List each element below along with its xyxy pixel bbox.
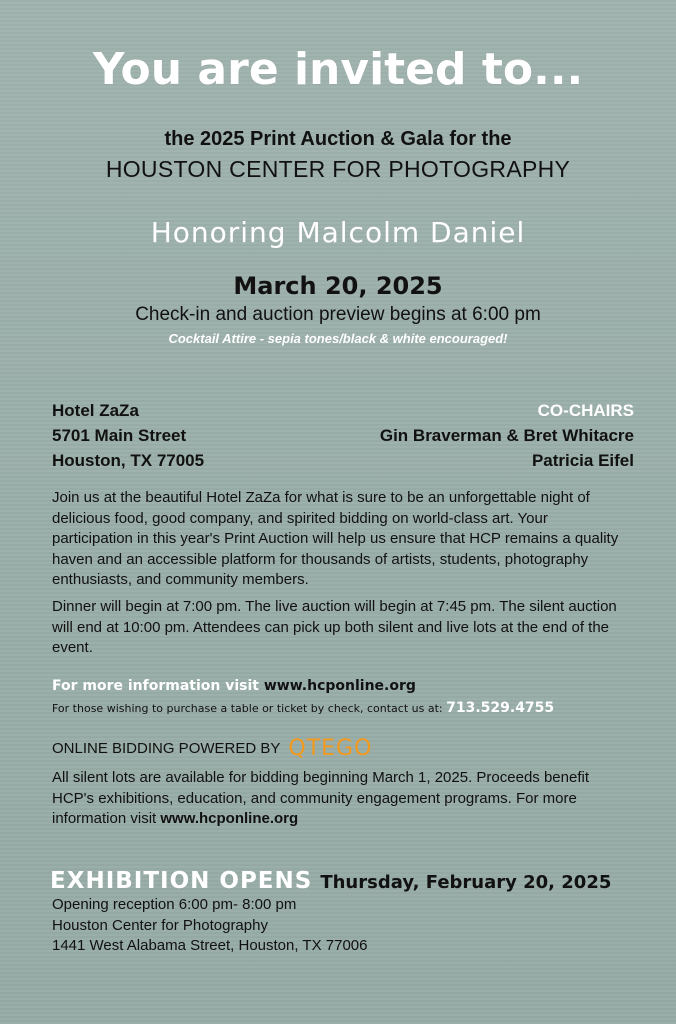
bidding-line bbox=[52, 736, 372, 761]
event-title: the 2025 Print Auction & Gala for the bbox=[164, 128, 512, 150]
exhibition-heading bbox=[50, 868, 611, 894]
exhibition-address: 1441 West Alabama Street, Houston, TX 77006 bbox=[52, 937, 368, 954]
exhibition-date: Thursday, February 20, 2025 bbox=[320, 872, 612, 893]
honoree: Honoring Malcolm Daniel bbox=[150, 216, 526, 249]
exhibition-venue: Houston Center for Photography bbox=[52, 916, 268, 934]
website-link[interactable]: www.hcponline.org bbox=[263, 678, 416, 694]
organization-name: HOUSTON CENTER FOR PHOTOGRAPHY bbox=[105, 156, 571, 182]
phone-number[interactable]: 713.529.4755 bbox=[446, 700, 555, 716]
reception-time: Opening reception 6:00 pm- 8:00 pm bbox=[52, 896, 297, 913]
bidding-text: All silent lots are available for bidding beginning March 1, 2025. Proceeds benefit HCP's exhibitions, education, and community engagement programs. For more information visit bbox=[52, 769, 589, 827]
more-info-label: For more information visit bbox=[52, 678, 259, 694]
venue-name: Hotel ZaZa bbox=[52, 401, 139, 420]
cochairs-names-2: Patricia Eifel bbox=[531, 451, 634, 470]
cochairs-block bbox=[380, 398, 634, 473]
venue-city: Houston, TX 77005 bbox=[52, 451, 205, 470]
bidding-paragraph bbox=[52, 768, 632, 830]
attire-note: Cocktail Attire - sepia tones/black & white encouraged! bbox=[168, 331, 508, 346]
cochairs-label: CO-CHAIRS bbox=[537, 401, 634, 420]
headline: You are invited to... bbox=[92, 44, 584, 95]
checkin-time: Check-in and auction preview begins at 6:00 pm bbox=[135, 304, 541, 325]
ticket-text: For those wishing to purchase a table or ticket by check, contact us at: bbox=[52, 702, 443, 715]
venue-street: 5701 Main Street bbox=[52, 426, 187, 445]
event-date: March 20, 2025 bbox=[233, 272, 443, 300]
ticket-line bbox=[52, 700, 554, 716]
more-info-line bbox=[52, 678, 416, 694]
venue-block bbox=[52, 398, 204, 473]
exhibition-info bbox=[52, 895, 367, 957]
schedule-paragraph: Dinner will begin at 7:00 pm. The live auction will begin at 7:45 pm. The silent auction will end at 10:00 pm. Attendees can pick up both silent and live lots at the end of the event. bbox=[52, 598, 617, 656]
cochairs-names-1: Gin Braverman & Bret Whitacre bbox=[379, 426, 634, 445]
qtego-logo: QTEGO bbox=[288, 736, 373, 761]
intro-paragraph: Join us at the beautiful Hotel ZaZa for what is sure to be an unforgettable night of delicious food, good company, and spirited bidding on world-class art. Your participation in this year's Print Auction will help us ensure that HCP remains a quality haven and an accessible platform for thousands of artists, students, photography enthusiasts, and community members. bbox=[52, 489, 619, 588]
bidding-label: ONLINE BIDDING POWERED BY bbox=[52, 740, 281, 757]
exhibition-label: EXHIBITION OPENS bbox=[50, 868, 313, 894]
bidding-website-link[interactable]: www.hcponline.org bbox=[160, 810, 299, 827]
